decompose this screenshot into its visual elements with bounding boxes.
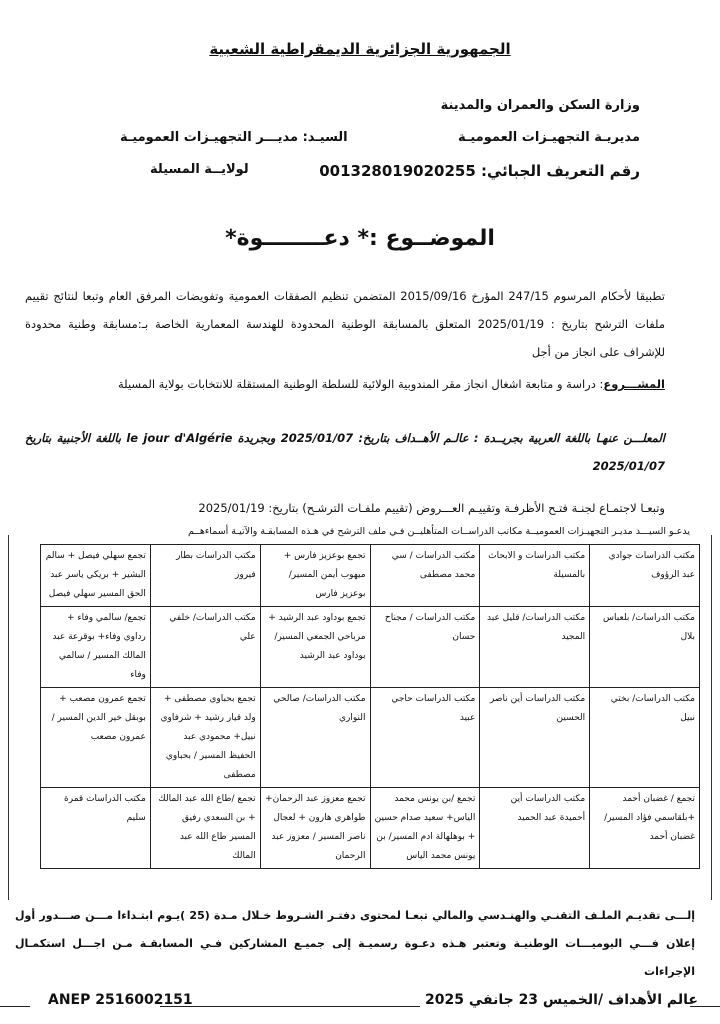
directorate: مديريـة التجهيـزات العموميـة — [458, 130, 640, 145]
table-cell: مكتب الدراسات / سي محمد مصطفى — [370, 545, 480, 607]
table-cell: مكتب الدراسات/ قليل عبد المجيد — [480, 607, 590, 688]
tax-id: رقم التعريف الجبائي: 001328019020255 — [319, 162, 640, 180]
table-cell: مكتب الدراسات/ بلعباس بلال — [590, 607, 700, 688]
table-cell: تجمع بوعزيز فارس + ميهوب أيمن المسير/ بوعزيز فارس — [260, 545, 370, 607]
announcement: المعلـــن عنهـا باللغة العربية بجريــدة : عالـم الأهــداف بتاريخ: 2025/01/07 وبجريدة le jour d'Algérie باللغة الأجنبية بتاريخ 2025/01/07 — [25, 431, 666, 473]
recipient: السيـد: مديـــر التجهيـزات العموميـة — [120, 130, 348, 145]
table-cell: مكتب الدراسات / مجناح حسان — [370, 607, 480, 688]
meeting-text: وتبعـا لاجتمـاع لجنـة فتـح الأظرفـة وتقييـم العـــروض (تقييم ملفـات الترشـح) بتاريخ: 2025/01/19 — [198, 501, 665, 515]
project-text: : دراسة و متابعة اشغال انجاز مقر المندوبية الولائية للسلطة الوطنية المستقلة للانتخابات بولاية المسيلة — [117, 377, 604, 391]
table-cell: تجمع / غضبان أحمد +بلقاسمي فؤاد المسير/ غضبان أحمد — [590, 788, 700, 869]
table-row — [41, 607, 700, 688]
table-cell: تجمع /بن يونس محمد الياس+ سعيد صدام حسين + بوهلهالة ادم المسير/ بن يونس محمد الياس — [370, 788, 480, 869]
table-cell: تجمع سهلي فيصل + سالم البشير + بريكي ياسر عبد الحق المسير سهلي فيصل — [41, 545, 151, 607]
table-cell: مكتب الدراسات و الابحاث بالمسيلة — [480, 545, 590, 607]
project-label: المشـــروع — [603, 377, 665, 391]
anep-number: ANEP 2516002151 — [48, 992, 193, 1008]
subject: الموضــوع :* دعــــــــوة* — [225, 226, 495, 251]
republic-title: الجمهورية الجزائرية الديمقراطية الشعبية — [209, 40, 511, 58]
table-row — [41, 788, 700, 869]
newspaper-date: عالم الأهداف /الخميس 23 جانفي 2025 — [425, 992, 698, 1008]
ministry: وزارة السكن والعمران والمدينة — [440, 98, 640, 113]
wilaya: لولايــة المسيلة — [150, 162, 249, 177]
table-row — [41, 545, 700, 607]
table-cell: مكتب الدراسات أين أحميدة عبد الحميد — [480, 788, 590, 869]
table-cell: مكتب الدراسات/ بختي نبيل — [590, 688, 700, 788]
bureaus-table — [40, 544, 700, 869]
table-cell: مكتب الدراسات/ خلفي علي — [150, 607, 260, 688]
table-cell: مكتب الدراسات جوادي عبد الرؤوف — [590, 545, 700, 607]
table-cell: مكتب الدراسات حاجي عبيد — [370, 688, 480, 788]
footer-rule — [160, 1006, 420, 1007]
closing-text: إلـــى تقديـم الملـف التقنـي والهنـدسي والمالي تبعـا لمحتوى دفتـر الشـروط خـلال مـدة (25 )يـوم ابتـداءا مـــن صـــدور أول إعلان فـــي اليوميـــات الوطنيـة وتعتبر هـذه دعـوة رسميـة إلى جميـع المشاركين فـي المسابقـة مـن اجـــل استكمـال الإجراءات — [15, 909, 695, 978]
table-cell: مكتب الدراسات/ صالحي النواري — [260, 688, 370, 788]
invite-text: يدعـو السيـــد مديـر التجهيـزات العموميــة مكاتب الدراســات المتأهليــن فـي ملف الترشح في هـذه المسابقـة والآتيـة أسماءهــم — [187, 526, 690, 537]
table-cell: مكتب الدراسات أين ناصر الحسين — [480, 688, 590, 788]
footer-rule — [0, 1006, 30, 1007]
table-cell: تجمع بوداود عبد الرشيد + مرباحي الجمعي المسير/ بوداود عبد الرشيد — [260, 607, 370, 688]
table-cell: تجمع/ سالمي وفاء + رداوي وفاء+ بوقرعة عبد المالك المسير / سالمي وفاء — [41, 607, 151, 688]
table-cell: مكتب الدراسات بطار فيروز — [150, 545, 260, 607]
table-cell: تجمع بحباوي مصطفى + ولد قيار رشيد + شرفاوي نبيل+ محمودي عبد الحفيظ المسير / بحباوي مصطفى — [150, 688, 260, 788]
table-cell: تجمع /طاع الله عبد المالك + بن السعدي رفيق المسير طاع الله عبد المالك — [150, 788, 260, 869]
table-cell: مكتب الدراسات قمرة سليم — [41, 788, 151, 869]
table-cell: تجمع معزوز عبد الرحمان+ طواهري هارون + لعجال ناصر المسير / معزوز عبد الرحمان — [260, 788, 370, 869]
intro-paragraph: تطبيقا لأحكام المرسوم 247/15 المؤرخ 2015/09/16 المتضمن تنظيم الصفقات العمومية وتفويضات المرفق العام وتبعا لنتائج تقييم ملفات الترشح بتاريخ : 2025/01/19 المتعلق بالمسابقة الوطنية المحدودة للهندسة المعمارية الخاصة بـ:مسابقة وطنية محدودة للإشراف على انجاز من أجل — [25, 289, 665, 359]
table-row — [41, 688, 700, 788]
table-cell: تجمع عمرون مصعب + بوبقل خير الدين المسير / عمرون مصعب — [41, 688, 151, 788]
